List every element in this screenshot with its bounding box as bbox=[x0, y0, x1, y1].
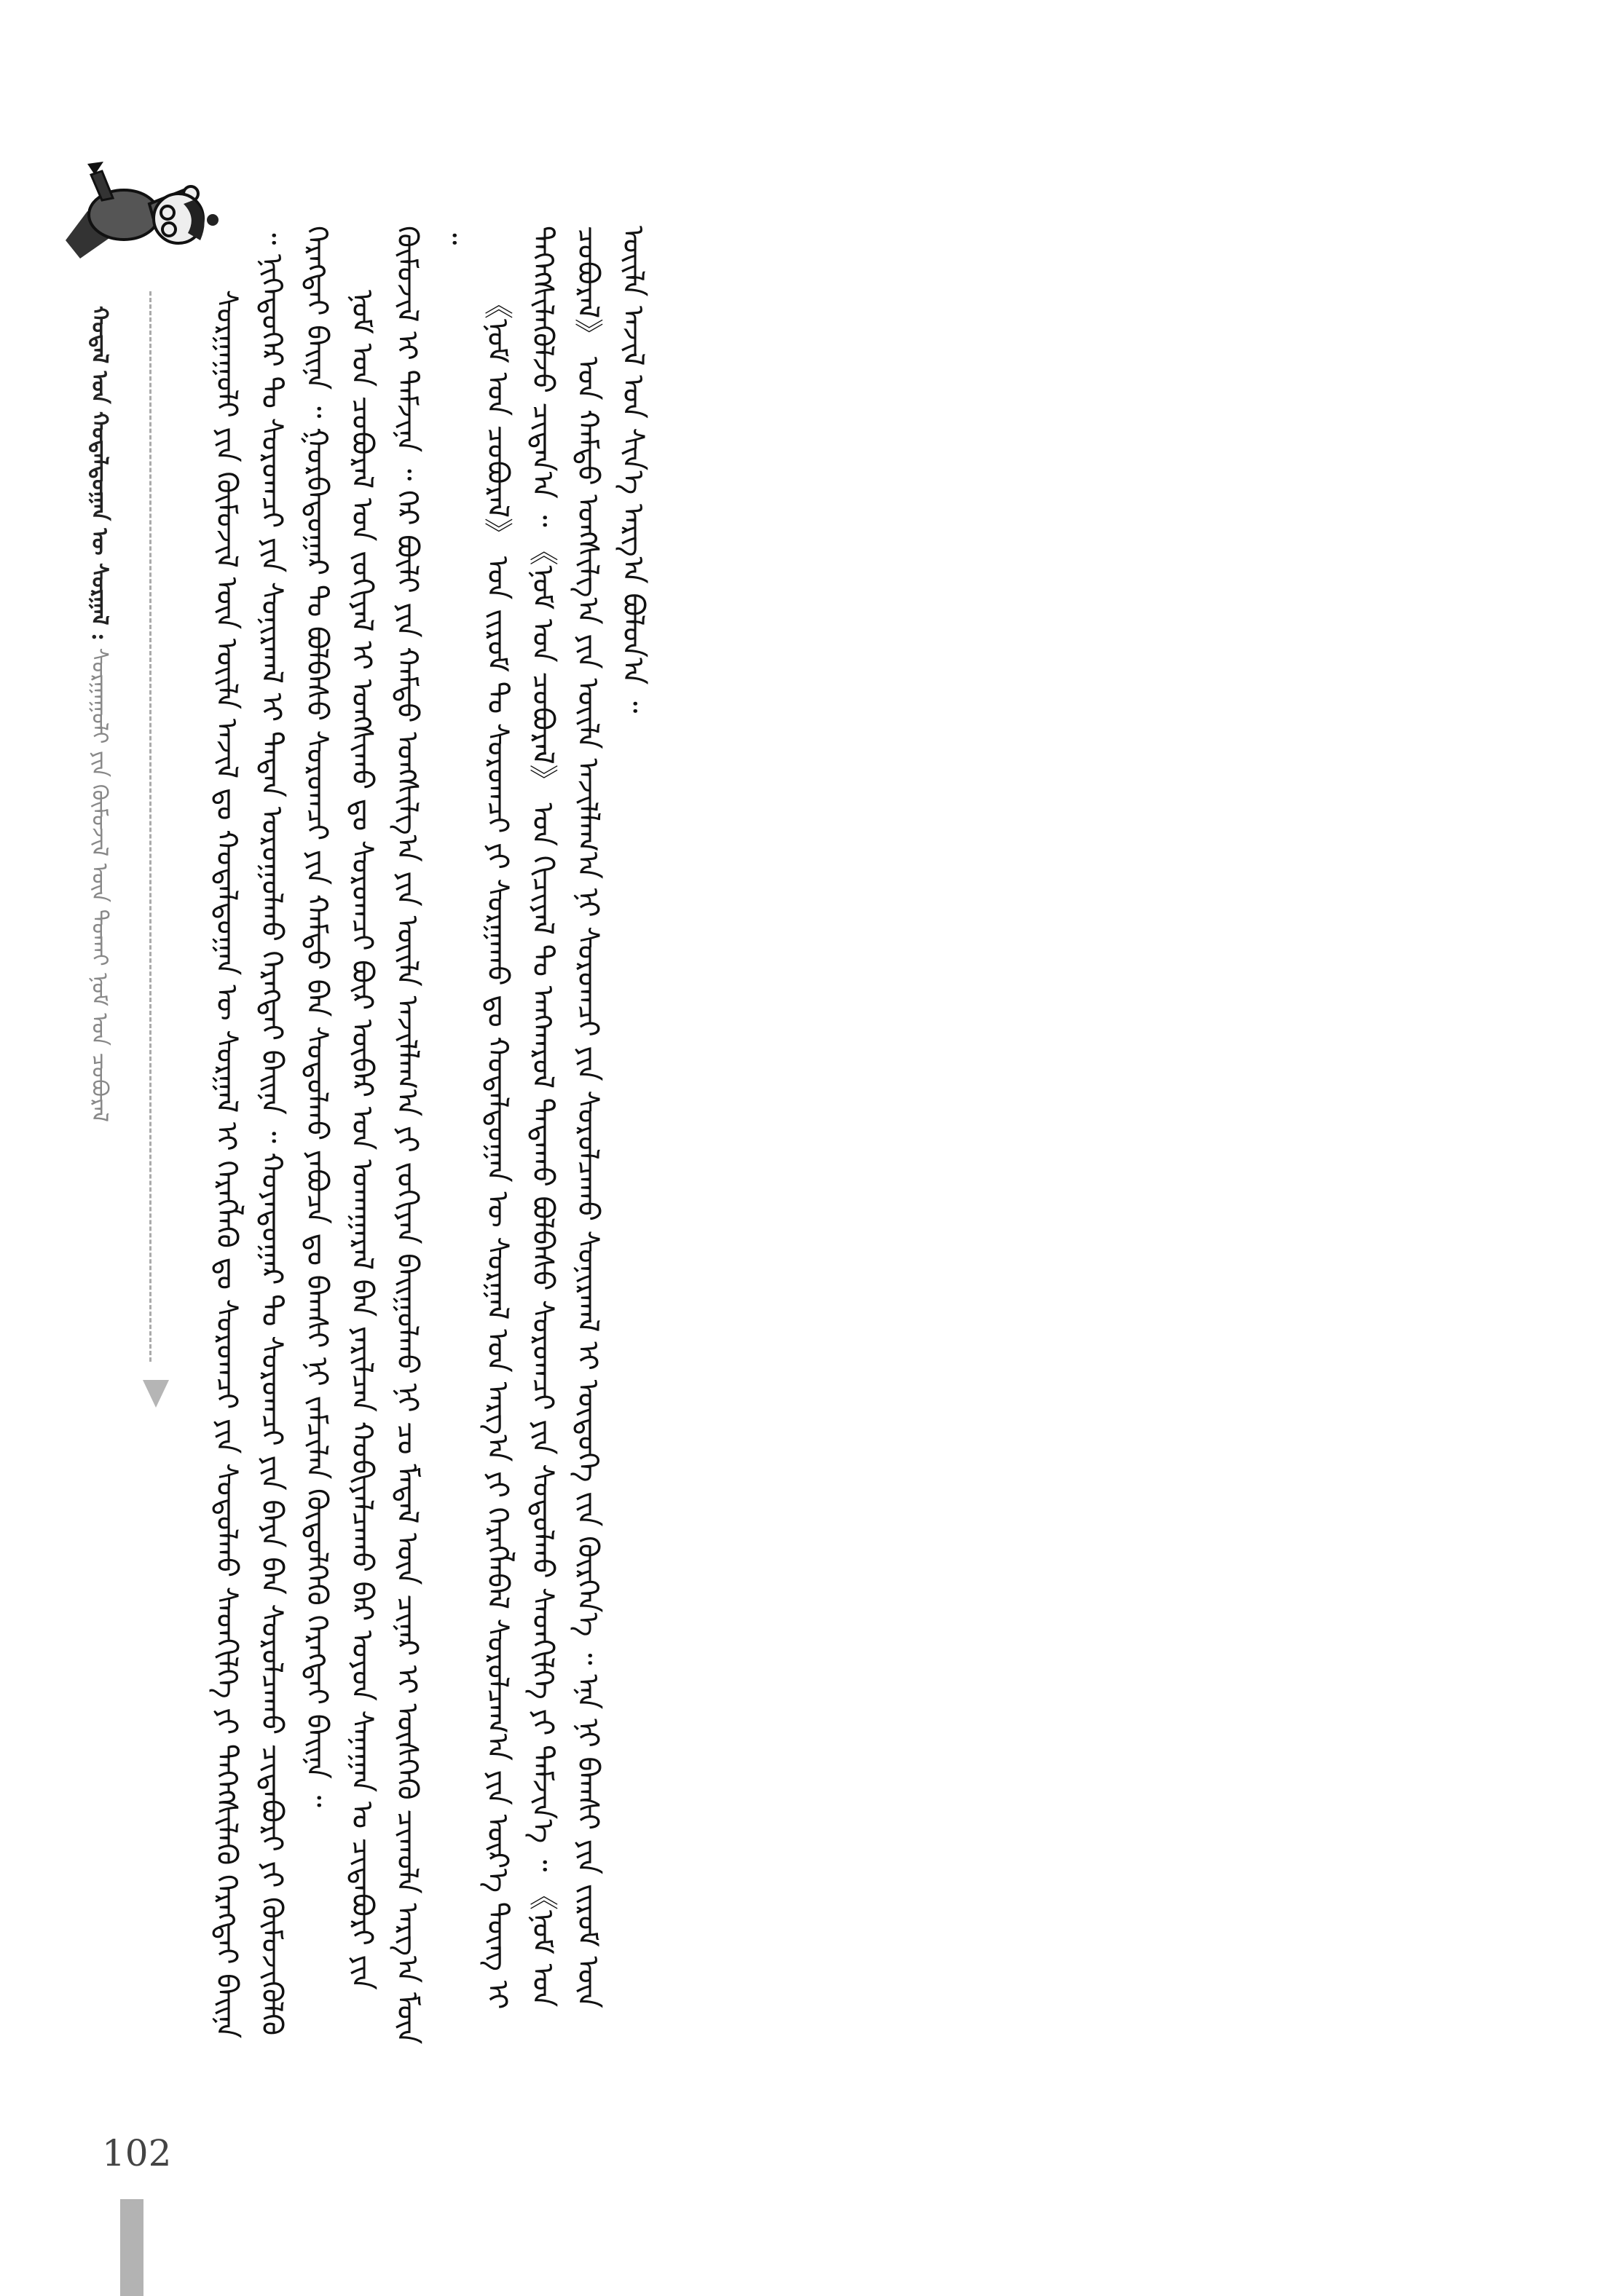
paragraph: ᠰᠤᠷᠭᠠᠭᠤᠯᠢ ᠶᠢᠨ ᠬᠦᠮᠦᠵᠢᠯ ᠦᠨ ᠦᠢᠯᠡ ᠠᠵᠢᠯ ᠳᠤ ᠬᠤᠳᠠᠯᠳᠤᠭᠠᠨ ᠦ ᠰᠤᠷᠭᠠᠯ ᠢ ᠬᠡᠷᠡᠭᠯᠡᠬᠦ ᠳᠤ ᠰᠤᠷᠤᠭᠴᠢ ᠶᠢᠨ ᠰᠤᠳᠤᠯᠬᠤ ᠰᠡᠳᠬᠢᠯᠭᠡ ᠶᠢ ᠳᠡᠭᠡᠭᠰᠢᠯᠡᠬᠦ ᠬᠡᠷᠡᠭᠲᠡᠢ ᠪᠠᠢᠨᠠ ᠃ ᠨᠢᠭᠡᠳᠦᠭᠡᠷ ᠲᠤ ᠰᠤᠷᠤᠭᠴᠢ ᠶᠢᠨ ᠰᠣᠨᠢᠷᠬᠠᠯ ᠢ ᠲᠠᠲᠠᠨ ᠣᠷᠣᠭᠤᠯᠬᠤ ᠬᠡᠷᠡᠭᠲᠡᠢ ᠪᠠᠢᠨᠠ ᠃ ᠬᠣᠶᠠᠳᠤᠭᠠᠷ ᠲᠤ ᠰᠤᠷᠤᠭᠴᠢ ᠶᠢᠨ ᠪᠡᠶᠡ ᠪᠡᠨ ᠰᠤᠷᠤᠯᠴᠠᠬᠤ ᠴᠢᠳᠠᠪᠤᠷᠢ ᠶᠢ ᠬᠦᠮᠦᠵᠢᠭᠦᠯᠬᠦ ᠬᠡᠷᠡᠭᠲᠡᠢ ᠪᠠᠢᠨᠠ ᠃ ᠭᠤᠷᠪᠠᠳᠤᠭᠠᠷ ᠲᠤ ᠪᠤᠯᠪᠠᠰᠤ ᠰᠤᠷᠤᠭᠴᠢ ᠶᠢᠨ ᠬᠠᠮᠲᠤ ᠪᠡᠨ ᠰᠤᠳᠤᠯᠬᠤ ᠶᠠᠪᠤᠴᠠ ᠳᠤ ᠪᠠᠭᠰᠢ ᠨᠢ ᠵᠠᠮᠴᠢᠯᠠᠨ ᠬᠦᠳᠦᠯᠭᠡᠬᠦ ᠬᠡᠷᠡᠭᠲᠡᠢ ᠪᠠᠢᠨᠠ ᠃ bbox=[210, 226, 334, 2039]
mascot-boy-illustration bbox=[58, 131, 226, 277]
page-number: 102 bbox=[102, 2132, 172, 2174]
running-header-subtitle: ᠰᠤᠷᠭᠠᠭᠤᠯᠢ ᠶᠢᠨ ᠬᠦᠮᠦᠵᠢᠯ ᠦᠨ ᠲᠤᠬᠠᠢ ᠨᠣᠮ ᠤᠨ ᠴᠤᠪᠤᠷᠠᠯ bbox=[87, 647, 112, 1122]
running-header bbox=[86, 306, 137, 1398]
body-text bbox=[204, 226, 1508, 2061]
paragraph: ᠨᠣᠮ ᠤᠨ ᠴᠤᠪᠤᠷᠠᠯ ᠤᠨ ᠵᠣᠬᠢᠶᠠᠯ ᠢ ᠤᠩᠰᠢᠬᠤ ᠳᠤ ᠰᠤᠷᠤᠭᠴᠢ ᠪᠦᠷ ᠥᠪᠡᠷ ᠤᠨ ᠤᠬᠠᠭᠠᠷᠠᠯ ᠪᠠᠨ ᠶᠠᠷᠢᠯᠴᠠᠨ ᠬᠤᠪᠢᠶᠠᠯᠴᠠᠬᠤ ᠪᠠᠷ ᠣᠶᠤᠨ ᠰᠠᠨᠠᠭᠠᠨ ᠤ ᠴᠢᠳᠠᠪᠤᠷᠢ ᠶᠢᠨ ᠬᠦᠮᠦᠵᠢᠯ ᠢ ᠳᠡᠮᠵᠢᠨᠡ ᠃ ᠭᠡᠷ ᠪᠦᠯᠢ ᠶᠢᠨ ᠬᠠᠮᠲᠤ ᠤᠩᠰᠢᠯᠭ᠎ᠠ ᠶᠢᠨ ᠦᠢᠯᠡ ᠠᠵᠢᠯᠯᠠᠭ᠎ᠠ ᠶᠢ ᠵᠣᠬᠢᠶᠠᠨ ᠪᠠᠢᠭᠤᠯᠬᠤ ᠨᠢ ᠴᠤ ᠮᠡᠳᠡᠯ ᠦᠨ ᠴᠢᠨᠠᠷ ᠢ ᠥᠰᠬᠡᠬᠦ ᠴᠢᠬᠤᠯᠠ ᠠᠷᠭ᠎ᠠ ᠮᠥᠨ ᠃ bbox=[345, 226, 469, 2045]
running-header-title: ᠬᠤᠳᠠᠯ ᠤᠨ ᠬᠤᠳᠠᠯᠳᠤᠭᠠᠨ ᠦ ᠰᠤᠷᠭᠠᠯ : bbox=[87, 306, 112, 642]
dashed-divider bbox=[149, 291, 152, 1362]
triangle-marker-icon bbox=[143, 1380, 169, 1408]
page-edge-bar bbox=[120, 2199, 143, 2296]
paragraph: 《ᠨᠣᠮ ᠤᠨ ᠴᠤᠪᠤᠷᠠᠯ》 ᠤᠨ ᠵᠢᠷᠤᠮ ᠲᠤ ᠰᠤᠷᠤᠭᠴᠢ ᠶᠢ ᠰᠤᠷᠭᠠᠬᠤ ᠳᠤ ᠬᠤᠳᠠᠯᠳᠤᠭᠠᠨ ᠦ ᠰᠤᠷᠭᠠᠯ ᠤᠨ ᠠᠷᠭ᠎ᠠ ᠶᠢ ᠬᠡᠷᠡᠭᠯᠡᠪᠡᠯ ᠰᠤᠷᠤᠯᠴᠠᠭ᠎ᠠ ᠶᠢᠨ ᠦᠷ᠎ᠡ ᠳᠦᠩ ᠢ ᠳᠡᠭᠡᠭᠰᠢᠯᠡᠭᠦᠯᠵᠦ ᠴᠢᠳᠠᠨ᠎ᠠ ᠃ 《ᠨᠣᠮ ᠤᠨ ᠴᠤᠪᠤᠷᠠᠯ》 ᠤᠨ ᠬᠢᠴᠢᠶᠡᠯ ᠲᠤ ᠠᠩᠬᠠᠷᠤᠯ ᠲᠠᠲᠠᠬᠤ ᠪᠤᠯᠪᠠᠰᠤ ᠰᠤᠷᠤᠭᠴᠢ ᠶᠢᠨ ᠰᠤᠳᠤᠯᠬᠤ ᠰᠡᠳᠬᠢᠯᠭᠡ ᠶᠢ ᠳᠡᠮᠵᠢᠨ᠎ᠡ ᠃ 《ᠨᠣᠮ ᠤᠨ ᠴᠤᠪᠤᠷᠠᠯ》 ᠤᠨ ᠬᠠᠮᠲᠤ ᠤᠩᠰᠢᠯᠭ᠎ᠠ ᠶᠢᠨ ᠦᠢᠯᠡ ᠠᠵᠢᠯᠯᠠᠭ᠎ᠠ ᠨᠢ ᠰᠤᠷᠤᠭᠴᠢ ᠶᠢᠨ ᠰᠤᠷᠤᠯᠴᠠᠬᠤ ᠰᠣᠨᠢᠷᠬᠠᠯ ᠢ ᠥᠳᠦᠭᠡ ᠵᠢᠨ ᠬᠦᠷᠭᠡᠨ᠎ᠡ ᠃ ᠡᠨᠡ ᠨᠢ ᠪᠠᠭᠰᠢ ᠶᠢᠨ ᠵᠢᠷᠤᠮ ᠦᠨ ᠦᠢᠯᠡ ᠠᠵᠢᠯ ᠤᠨ ᠰᠢᠨ᠎ᠡ ᠠᠷᠭ᠎ᠠ ᠪᠣᠯᠤᠨ᠎ᠠ ᠃ bbox=[481, 226, 650, 2010]
